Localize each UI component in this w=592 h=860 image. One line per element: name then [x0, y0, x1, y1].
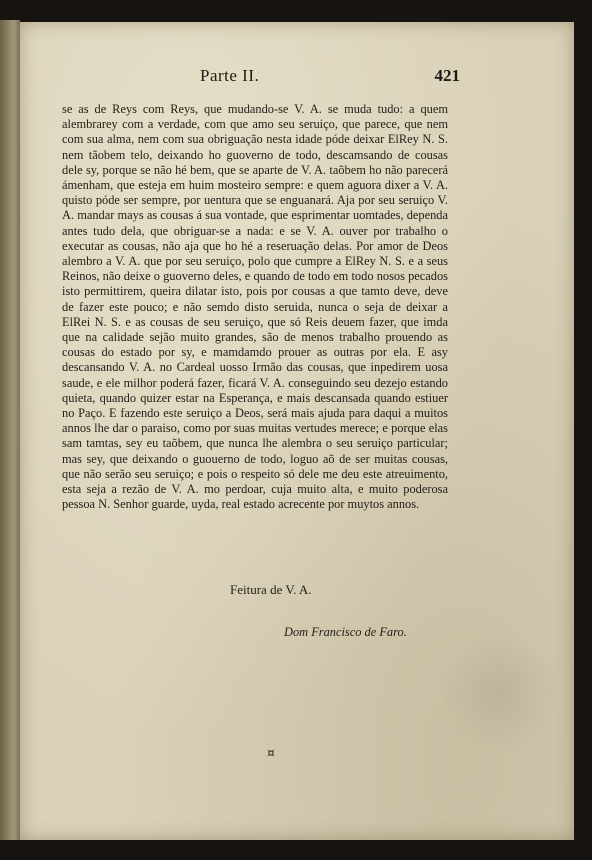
page-number: 421 — [434, 66, 460, 85]
running-title: Parte II. — [200, 66, 260, 85]
body-paragraph: se as de Reys com Reys, que mudando-se V. A. se muda tudo: a quem alembrarey com a verdade, com que amo seu seruiço, que parece, que nem com sua alma, nem com sua obriguação nesta idade póde deixar ElRey N. S. nem tãobem telo, deixando ho guoverno de todo, descamsando de cousas dele sy, porque se não hé bem, que se aparte de V. A. taõbem ho não parecerá ámenham, que esteja em huim mosteiro sempre: e quem aguora dixer a V. A. quisto póde ser sempre, por uentura que se enguanará. Aja por seu seruiço V. A. mandar mays as cousas á sua vontade, que esprimentar uomtades, dependa antes tudo dela, que obriguar-se a nada: e se V. A. ouver por trabalho o executar as cousas, não aja que ho hé a reseruação delas. Por amor de Deos alembro a V. A. que por seu seruiço, polo que cumpre a ElRey N. S. e a seus Reinos, não deixe o guoverno deles, e quando de todo em todo nosos pecados isto permittirem, queira dilatar isto, pois por cousas a que tamto deve, deve de fazer este pouco; e não semdo disto seruida, nunca o seja de deixar a ElRei N. S. e as cousas de seu seruiço, que só Reis deuem fazer, que imda que na calidade sejão muito grandes, são de menos trabalho prouendo as cousas do estado por sy, e mamdamdo prouer as outras por ela. E asy descansando V. A. no Cardeal uosso Irmão das cousas, que inpedirem uosa saude, e ele milhor poderá fazer, ficará V. A. conseguindo seu dezejo estando quieta, quando quizer estar na Esperança, e mais descansada quando estiuer no Paço. E fazendo este seruiço a Deos, será mais ajuda para daqui a muitos annos lhe dar o paraiso, como por suas muitas vertudes merece; e porque elas sam tamtas, sey eu taõbem, que nunca lhe alembra o seu seruiço particular; mas sey, que deixando o guouerno de todo, loguo aõ de ser muitas cousas, que não serão seu seruiço; e pois o respeito só dele me deu este atreuimento, esta seja a rezão de V. A. mo perdoar, cuja muito alta, e muito poderosa pessoa N. Senhor guarde, uyda, real estado acrecente por muytos annos. — [62, 102, 448, 512]
body-text — [62, 102, 448, 512]
facing-page-edge — [0, 20, 20, 840]
closing-line: Feitura de V. A. — [230, 582, 312, 597]
signature-mark-icon: ¤ — [267, 746, 275, 760]
signature: Dom Francisco de Faro. — [284, 625, 407, 639]
ink-bleed-through — [440, 632, 560, 752]
